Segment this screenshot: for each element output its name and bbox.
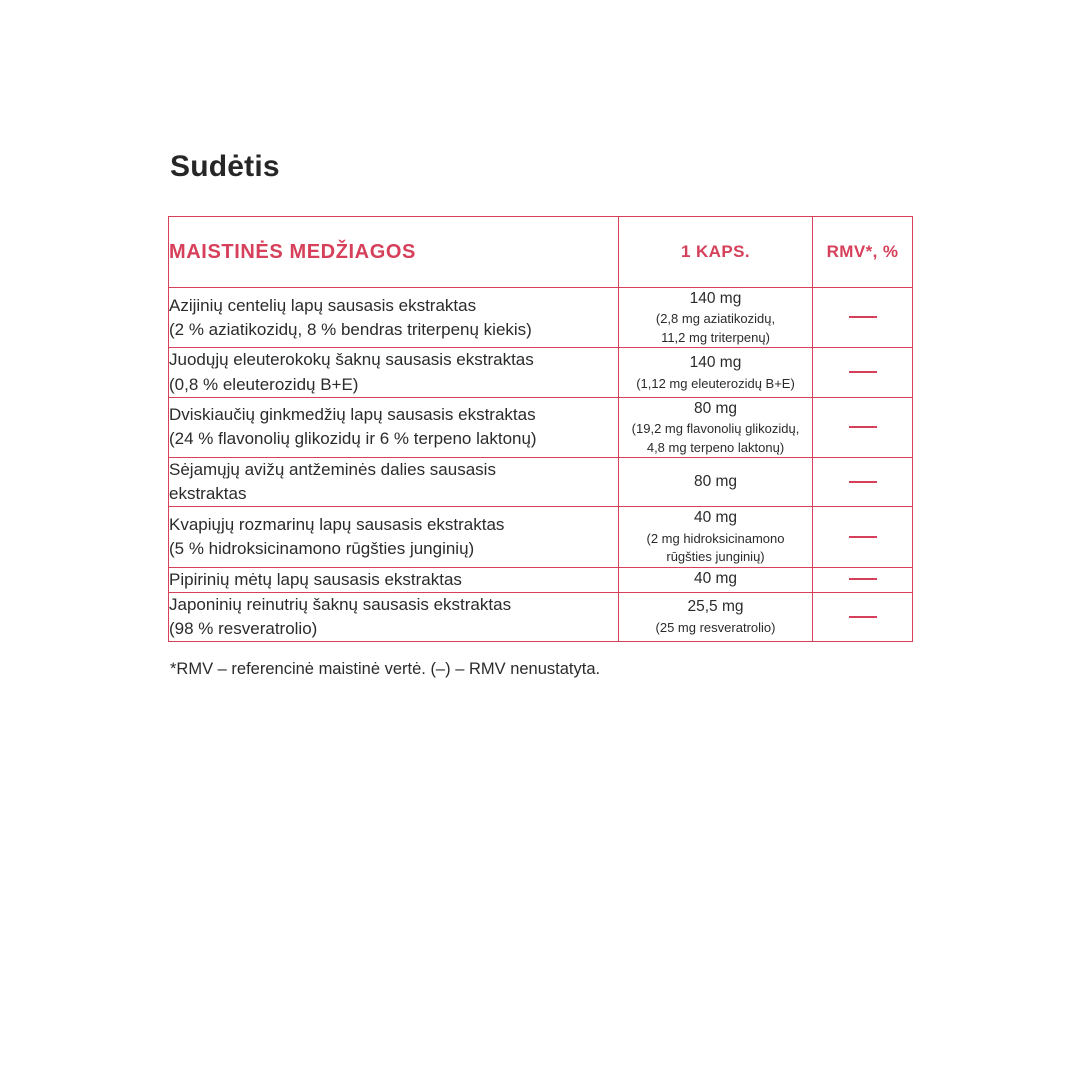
page-title: Sudėtis xyxy=(170,150,280,183)
ingredient-name xyxy=(169,288,619,348)
ingredient-name xyxy=(169,507,619,567)
amount-detail-line1: (2,8 mg aziatikozidų, xyxy=(655,311,776,327)
ingredient-amount xyxy=(619,458,813,507)
ingredient-amount xyxy=(619,397,813,457)
dash-icon xyxy=(849,536,877,538)
ingredient-name-line1: Juodųjų eleuterokokų šaknų sausasis ekstraktas xyxy=(169,350,534,370)
amount-value: 40 mg xyxy=(693,570,738,588)
ingredient-name-line2: (0,8 % eleuterozidų B+E) xyxy=(169,374,359,394)
amount-detail-line1: (1,12 mg eleuterozidų B+E) xyxy=(636,375,795,391)
ingredient-name xyxy=(169,567,619,592)
ingredient-amount xyxy=(619,567,813,592)
ingredient-name-line1: Japoninių reinutrių šaknų sausasis ekstraktas xyxy=(169,594,512,614)
footnote: *RMV – referencinė maistinė vertė. (–) – RMV nenustatyta. xyxy=(170,660,601,678)
rmv-value xyxy=(813,397,913,457)
dash-icon xyxy=(849,426,877,428)
amount-detail-line1: (25 mg resveratrolio) xyxy=(655,619,776,635)
rmv-value xyxy=(813,458,913,507)
ingredient-name-line2: ekstraktas xyxy=(169,484,247,504)
amount-value: 80 mg xyxy=(693,399,738,417)
amount-detail-line2: 11,2 mg triterpenų) xyxy=(661,329,770,345)
ingredient-name-line1: Pipirinių mėtų lapų sausasis ekstraktas xyxy=(169,569,462,589)
dash-icon xyxy=(849,616,877,618)
composition-table xyxy=(168,216,913,642)
ingredient-name-line1: Kvapiųjų rozmarinų lapų sausasis ekstraktas xyxy=(169,514,505,534)
rmv-value xyxy=(813,567,913,592)
column-header-nutrients: MAISTINĖS MEDŽIAGOS xyxy=(169,217,619,288)
ingredient-name-line2: (2 % aziatikozidų, 8 % bendras triterpenų kiekis) xyxy=(169,319,532,339)
amount-value: 25,5 mg xyxy=(687,598,744,616)
table-row xyxy=(169,288,913,348)
ingredient-amount xyxy=(619,507,813,567)
amount-value: 140 mg xyxy=(689,290,742,307)
ingredient-name xyxy=(169,592,619,641)
ingredient-name-line2: (24 % flavonolių glikozidų ir 6 % terpeno laktonų) xyxy=(169,429,537,449)
ingredient-name-line2: (98 % resveratrolio) xyxy=(169,618,318,638)
ingredient-name xyxy=(169,397,619,457)
amount-value: 80 mg xyxy=(693,472,738,490)
dash-icon xyxy=(849,481,877,483)
dash-icon xyxy=(849,578,877,580)
rmv-value xyxy=(813,288,913,348)
table-row xyxy=(169,348,913,397)
amount-value: 140 mg xyxy=(689,354,742,372)
rmv-value xyxy=(813,507,913,567)
amount-detail-line2: rūgšties junginių) xyxy=(666,549,765,565)
ingredient-name-line1: Azijinių centelių lapų sausasis ekstraktas xyxy=(169,295,477,315)
column-header-per-capsule: 1 KAPS. xyxy=(619,217,813,288)
ingredient-name xyxy=(169,458,619,507)
ingredient-name-line1: Dviskiaučių ginkmedžių lapų sausasis ekstraktas xyxy=(169,405,536,425)
rmv-value xyxy=(813,592,913,641)
table-row xyxy=(169,507,913,567)
amount-detail-line1: (19,2 mg flavonolių glikozidų, xyxy=(631,421,800,437)
dash-icon xyxy=(849,371,877,373)
rmv-value xyxy=(813,348,913,397)
table-row xyxy=(169,458,913,507)
ingredient-amount xyxy=(619,348,813,397)
dash-icon xyxy=(849,316,877,318)
amount-detail-line2: 4,8 mg terpeno laktonų) xyxy=(646,439,785,455)
ingredient-amount xyxy=(619,592,813,641)
column-header-rmv: RMV*, % xyxy=(813,217,913,288)
table-row xyxy=(169,592,913,641)
ingredient-amount xyxy=(619,288,813,348)
amount-detail-line1: (2 mg hidroksicinamono xyxy=(646,530,785,546)
composition-panel xyxy=(168,150,912,679)
ingredient-name-line2: (5 % hidroksicinamono rūgšties junginių) xyxy=(169,538,475,558)
ingredient-name xyxy=(169,348,619,397)
table-row xyxy=(169,567,913,592)
table-row xyxy=(169,397,913,457)
table-header-row xyxy=(169,217,913,288)
ingredient-name-line1: Sėjamųjų avižų antžeminės dalies sausasis xyxy=(169,460,496,479)
amount-value: 40 mg xyxy=(693,509,738,527)
